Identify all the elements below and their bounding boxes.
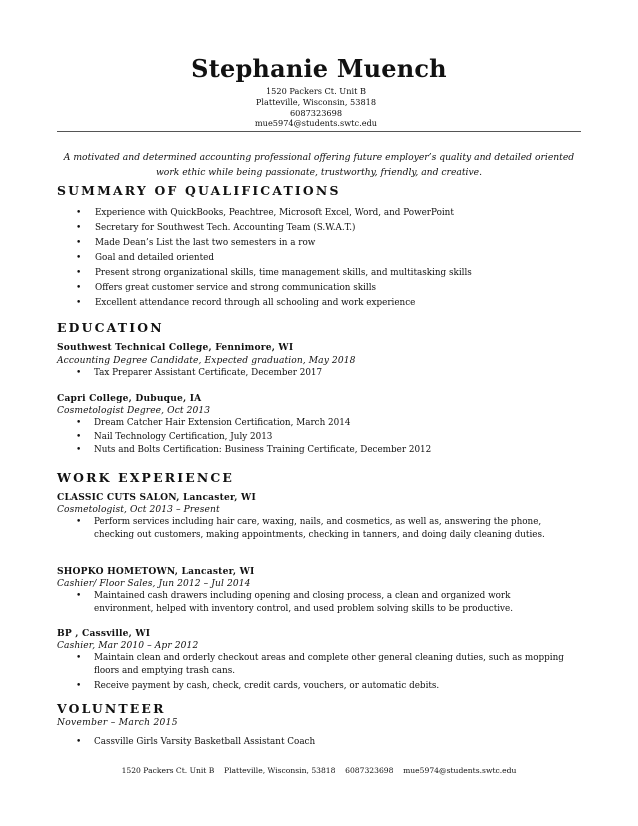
job-role: Cosmetologist, Oct 2013 – Present: [57, 505, 220, 515]
list-item: • Excellent attendance record through all schooling and work experience: [57, 296, 581, 311]
bullet-icon: •: [76, 238, 82, 248]
list-item: • Tax Preparer Assistant Certificate, December 2017: [76, 368, 323, 378]
employer-name: SHOPKO HOMETOWN, Lancaster, WI: [57, 566, 255, 577]
job-duties-list: [57, 516, 557, 542]
job-duties-list: [57, 590, 567, 616]
list-item: • Nail Technology Certification, July 2013: [76, 431, 273, 442]
list-item: • Goal and detailed oriented: [57, 251, 581, 266]
list-item: • Offers great customer service and strong communication skills: [57, 281, 581, 296]
footer-contact: 1520 Packers Ct. Unit B Platteville, Wisconsin, 53818 6087323698 mue5974@students.swtc.edu: [121, 766, 517, 775]
school-degree: Accounting Degree Candidate, Expected graduation, May 2018: [57, 356, 356, 366]
bullet-icon: •: [76, 268, 82, 278]
list-item: • Nuts and Bolts Certification: Business Training Certificate, December 2012: [76, 445, 432, 455]
phone-number: 6087323698: [289, 107, 343, 118]
job-duties-list: [57, 652, 572, 694]
list-item: • Made Dean’s List the last two semesters in a row: [57, 236, 581, 251]
bullet-icon: •: [76, 445, 82, 455]
contact-block: [238, 86, 394, 129]
list-item: • Cassville Girls Varsity Basketball Assistant Coach: [76, 737, 316, 747]
employer-name: CLASSIC CUTS SALON, Lancaster, WI: [57, 492, 256, 503]
bullet-icon: •: [76, 737, 82, 747]
bullet-icon: •: [76, 298, 82, 308]
candidate-name: Stephanie Muench: [191, 54, 447, 83]
list-item: • Maintained cash drawers including opening and closing process, a clean and organized work environment, helped with inventory control, and used problem solving skills to be productive.: [76, 591, 514, 614]
list-item: • Secretary for Southwest Tech. Accounting Team (S.W.A.T.): [57, 221, 581, 236]
list-item: • Dream Catcher Hair Extension Certification, March 2014: [76, 418, 351, 428]
list-item: • Maintain clean and orderly checkout areas and complete other general cleaning duties, such as mopping floors and emptying trash cans.: [76, 653, 564, 676]
volunteer-dates: November – March 2015: [57, 718, 178, 728]
school-name: Southwest Technical College, Fennimore, WI: [57, 342, 294, 353]
volunteer-heading: VOLUNTEER: [57, 701, 166, 716]
bullet-icon: •: [76, 223, 82, 233]
bullet-icon: •: [76, 591, 82, 601]
objective-statement: A motivated and determined accounting professional offering future employer’s quality and detailed oriented work ethic while being passionate, trustworthy, friendly, and creative.: [63, 152, 575, 178]
bullet-icon: •: [76, 283, 82, 293]
job-role: Cashier/ Floor Sales, Jun 2012 – Jul 2014: [57, 579, 251, 589]
bullet-icon: •: [76, 517, 82, 527]
bullet-icon: •: [76, 653, 82, 663]
header-divider: [57, 131, 581, 132]
list-item: • Experience with QuickBooks, Peachtree, Microsoft Excel, Word, and PowerPoint: [57, 206, 581, 221]
school-name: Capri College, Dubuque, IA: [57, 393, 202, 404]
list-item: • Perform services including hair care, waxing, nails, and cosmetics, as well as, answering the phone, checking out customers, making appointments, checking in tanners, and doing daily cleaning duties.: [76, 517, 545, 540]
school-cert-list: [57, 367, 581, 381]
school-degree: Cosmetologist Degree, Oct 2013: [57, 406, 211, 416]
address-line-1: 1520 Packers Ct. Unit B: [265, 86, 367, 96]
school-cert-list: [57, 417, 581, 458]
education-heading: EDUCATION: [57, 320, 164, 335]
job-role: Cashier, Mar 2010 – Apr 2012: [57, 641, 199, 651]
bullet-icon: •: [76, 253, 82, 263]
summary-heading: SUMMARY OF QUALIFICATIONS: [57, 183, 341, 198]
bullet-icon: •: [76, 431, 82, 442]
volunteer-list: [57, 736, 581, 750]
bullet-icon: •: [76, 681, 82, 691]
employer-name: BP , Cassville, WI: [57, 628, 151, 639]
address-line-2: Platteville, Wisconsin, 53818: [255, 96, 377, 107]
bullet-icon: •: [76, 418, 82, 428]
work-heading: WORK EXPERIENCE: [57, 470, 235, 485]
list-item: • Receive payment by cash, check, credit cards, vouchers, or automatic debits.: [76, 681, 440, 691]
bullet-icon: •: [76, 208, 82, 218]
summary-list: [57, 206, 581, 311]
bullet-icon: •: [76, 368, 82, 378]
list-item: • Present strong organizational skills, time management skills, and multitasking skills: [57, 266, 581, 281]
email-address: mue5974@students.swtc.edu: [254, 118, 378, 129]
